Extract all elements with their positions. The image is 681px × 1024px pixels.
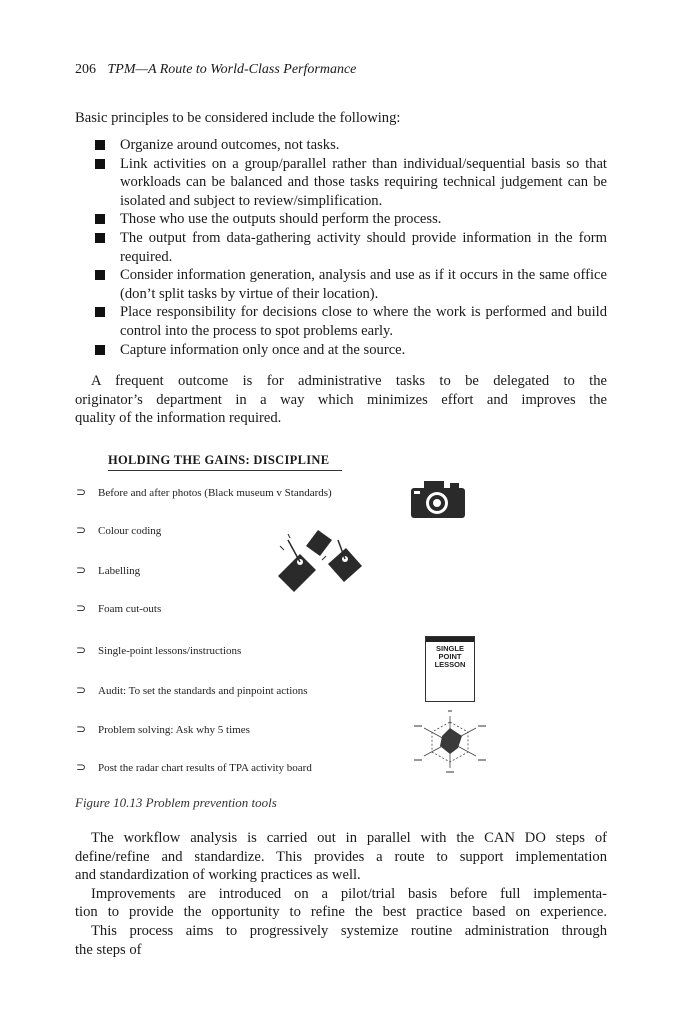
book-title: TPM—A Route to World-Class Performance: [107, 62, 357, 77]
bullet-square-icon: [95, 159, 105, 169]
bullet-square-icon: [95, 214, 105, 224]
paragraph-workflow: The workflow analysis is carried out in parallel with the CAN DO steps of define/refine and standardize. This provides a route to support implementation and standardization of working practices as well. Improvements are introduced on a pilot/trial basis before full implementa- tion to provide the opportunity to refine the best practice based on experience. This process aims to progressively systemize routine administration through the steps of: [75, 830, 607, 958]
list-item: Those who use the outputs should perform the process.: [75, 210, 607, 229]
figure-item: ⊃ Audit: To set the standards and pinpoint actions: [76, 683, 308, 697]
figure-item: ⊃ Problem solving: Ask why 5 times: [76, 722, 250, 736]
arrow-icon: ⊃: [76, 601, 87, 615]
principles-list: [75, 136, 607, 359]
arrow-icon: ⊃: [76, 523, 87, 537]
list-item: Link activities on a group/parallel rather than individual/sequential basis so that workloads can be balanced and those tasks requiring technical judgement can be isolated and subject to review/simplification.: [75, 155, 607, 211]
arrow-icon: ⊃: [76, 760, 87, 774]
paragraph-delegation: A frequent outcome is for administrative tasks to be delegated to the originator’s department in a way which minimizes effort and improves the quality of the information required.: [75, 373, 607, 427]
list-item: The output from data-gathering activity should provide information in the form required.: [75, 229, 607, 266]
radar-chart-icon: [410, 708, 490, 776]
bullet-square-icon: [95, 140, 105, 150]
arrow-icon: ⊃: [76, 683, 87, 697]
single-point-lesson-card: SINGLE POINT LESSON: [425, 636, 475, 702]
figure-caption: Figure 10.13 Problem prevention tools: [75, 795, 277, 810]
list-item: Organize around outcomes, not tasks.: [75, 136, 607, 155]
figure-heading: HOLDING THE GAINS: DISCIPLINE: [108, 453, 330, 467]
bullet-square-icon: [95, 307, 105, 317]
arrow-icon: ⊃: [76, 485, 87, 499]
bullet-square-icon: [95, 233, 105, 243]
bullet-square-icon: [95, 345, 105, 355]
figure-item: ⊃ Colour coding: [76, 523, 162, 537]
arrow-icon: ⊃: [76, 643, 87, 657]
labels-icon: [258, 526, 368, 596]
arrow-icon: ⊃: [76, 722, 87, 736]
page-number: 206: [75, 62, 96, 77]
running-head: [75, 62, 356, 78]
list-item: Place responsibility for decisions close to where the work is performed and build control into the process to spot problems early.: [75, 303, 607, 340]
list-item: Consider information generation, analysis and use as if it occurs in the same office (don’t split tasks by virtue of their location).: [75, 266, 607, 303]
intro-text: Basic principles to be considered include the following:: [75, 110, 401, 126]
figure-item: ⊃ Post the radar chart results of TPA activity board: [76, 760, 312, 774]
list-item: Capture information only once and at the source.: [75, 341, 607, 360]
figure-item: ⊃ Single-point lessons/instructions: [76, 643, 242, 657]
figure-item: ⊃ Before and after photos (Black museum v Standards): [76, 485, 332, 499]
figure-item: ⊃ Foam cut-outs: [76, 601, 162, 615]
card-header-bar: [426, 637, 474, 642]
camera-icon: [408, 476, 468, 520]
figure-item: ⊃ Labelling: [76, 563, 141, 577]
arrow-icon: ⊃: [76, 563, 87, 577]
figure-heading-rule: [108, 470, 342, 471]
bullet-square-icon: [95, 270, 105, 280]
